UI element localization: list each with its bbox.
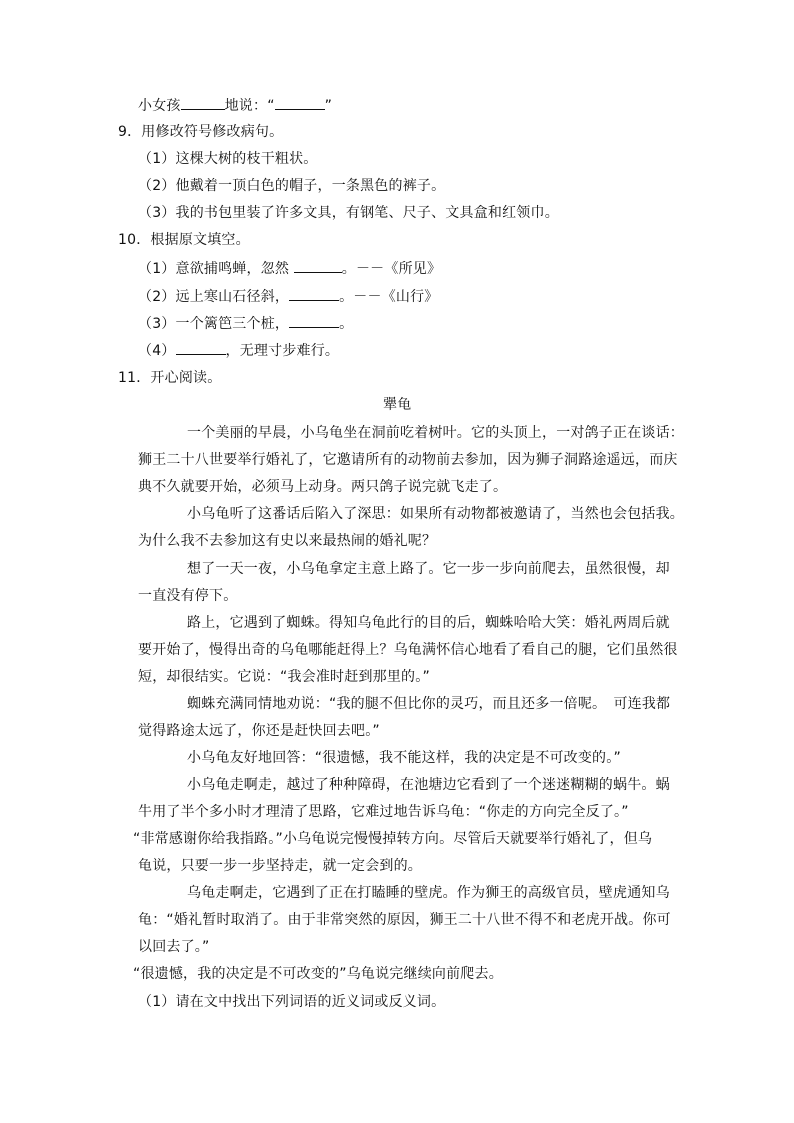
- q10-item-3-post: 。: [339, 316, 354, 332]
- story-line: 小乌龟友好地回答：“很遗憾，我不能这样，我的决定是不可改变的。”: [187, 750, 621, 766]
- answer-blank[interactable]: [275, 95, 325, 110]
- q9-item-3: （3）我的书包里装了许多文具，有钢笔、尺子、文具盒和红领巾。: [138, 205, 559, 221]
- q10-item-4: [138, 340, 339, 361]
- q9-item-2: （2）他戴着一顶白色的帽子，一条黑色的裤子。: [138, 178, 446, 194]
- story-line: 典不久就要开始，必须马上动身。两只鸽子说完就飞走了。: [138, 479, 508, 495]
- story-line: 为什么我不去参加这有史以来最热闹的婚礼呢？: [138, 533, 437, 549]
- q10-item-1-pre: （1）意欲捕鸣蝉，忽然: [138, 261, 294, 277]
- story-line: 一个美丽的早晨，小乌龟坐在洞前吃着树叶。它的头顶上，一对鸽子正在谈话：: [187, 425, 684, 441]
- story-line: 小乌龟走啊走，越过了种种障碍，在池塘边它看到了一个迷迷糊糊的蜗牛。蜗: [187, 777, 670, 793]
- q11-sub-question-1: （1）请在文中找出下列词语的近义词或反义词。: [138, 994, 446, 1010]
- q10-item-1: [138, 258, 441, 279]
- q10-item-2-pre: （2）远上寒山石径斜，: [138, 289, 290, 305]
- story-line: 龟：“婚礼暂时取消了。由于非常突然的原因，狮王二十八世不得不和老虎开战。你可: [138, 912, 671, 928]
- story-line: 路上，它遇到了蜘蛛。得知乌龟此行的目的后，蜘蛛哈哈大笑：婚礼两周后就: [187, 615, 670, 631]
- q10-item-2-post: 。－－《山行》: [339, 289, 439, 305]
- q8-prefix: 小女孩: [138, 98, 181, 114]
- story-line: 龟说，只要一步一步坚持走，就一定会到的。: [138, 858, 422, 874]
- q9-item-1: （1）这棵大树的枝干粗状。: [138, 151, 318, 167]
- story-line: 牛用了半个多小时才理清了思路，它难过地告诉乌龟：“你走的方向完全反了。”: [138, 804, 629, 820]
- q10-item-2: [138, 286, 439, 307]
- q8-middle: 地说：“: [224, 98, 275, 114]
- answer-blank[interactable]: [176, 340, 226, 355]
- story-line: 一直没有停下。: [138, 588, 238, 604]
- answer-blank[interactable]: [289, 286, 339, 301]
- q10-item-1-post: 。－－《所见》: [341, 261, 442, 277]
- story-line: 觉得路途太远了，你还是赶快回去吧。”: [138, 723, 380, 739]
- q10-item-3: [138, 313, 353, 334]
- q9-title: 9．用修改符号修改病句。: [118, 124, 284, 140]
- q8-tail-line: [138, 95, 332, 116]
- story-line: 蜘蛛充满同情地劝说：“我的腿不但比你的灵巧，而且还多一倍呢。 可连我都: [187, 696, 671, 712]
- answer-blank[interactable]: [289, 313, 339, 328]
- answer-blank[interactable]: [294, 258, 342, 273]
- answer-blank[interactable]: [181, 95, 225, 110]
- story-line: 以回去了。”: [138, 939, 210, 955]
- story-line: 小乌龟听了这番话后陷入了深思：如果所有动物都被邀请了，当然也会包括我。: [187, 506, 684, 522]
- story-line: 要开始了，慢得出奇的乌龟哪能赶得上？乌龟满怀信心地看了看自己的腿，它们虽然很: [138, 642, 678, 658]
- q10-item-4-pre: （4）: [138, 343, 176, 359]
- story-title: 犟龟: [383, 397, 412, 413]
- story-line: “很遗憾，我的决定是不可改变的”乌龟说完继续向前爬去。: [133, 966, 503, 982]
- story-line: “非常感谢你给我指路。”小乌龟说完慢慢掉转方向。尽管后天就要举行婚礼了，但乌: [133, 831, 653, 847]
- story-line: 狮王二十八世要举行婚礼了，它邀请所有的动物前去参加，因为狮子洞路途遥远，而庆: [138, 452, 678, 468]
- q10-title: 10．根据原文填空。: [118, 232, 250, 248]
- story-line: 短，却很结实。它说：“我会准时赶到那里的。”: [138, 669, 430, 685]
- story-line: 乌龟走啊走，它遇到了正在打瞌睡的壁虎。作为狮王的高级官员，壁虎通知乌: [187, 885, 670, 901]
- q10-item-3-pre: （3）一个篱笆三个桩，: [138, 316, 290, 332]
- q11-title: 11．开心阅读。: [118, 370, 222, 386]
- q10-item-4-post: ，无理寸步难行。: [225, 343, 340, 359]
- q8-suffix: ”: [324, 98, 333, 114]
- story-line: 想了一天一夜，小乌龟拿定主意上路了。它一步一步向前爬去，虽然很慢，却: [187, 561, 670, 577]
